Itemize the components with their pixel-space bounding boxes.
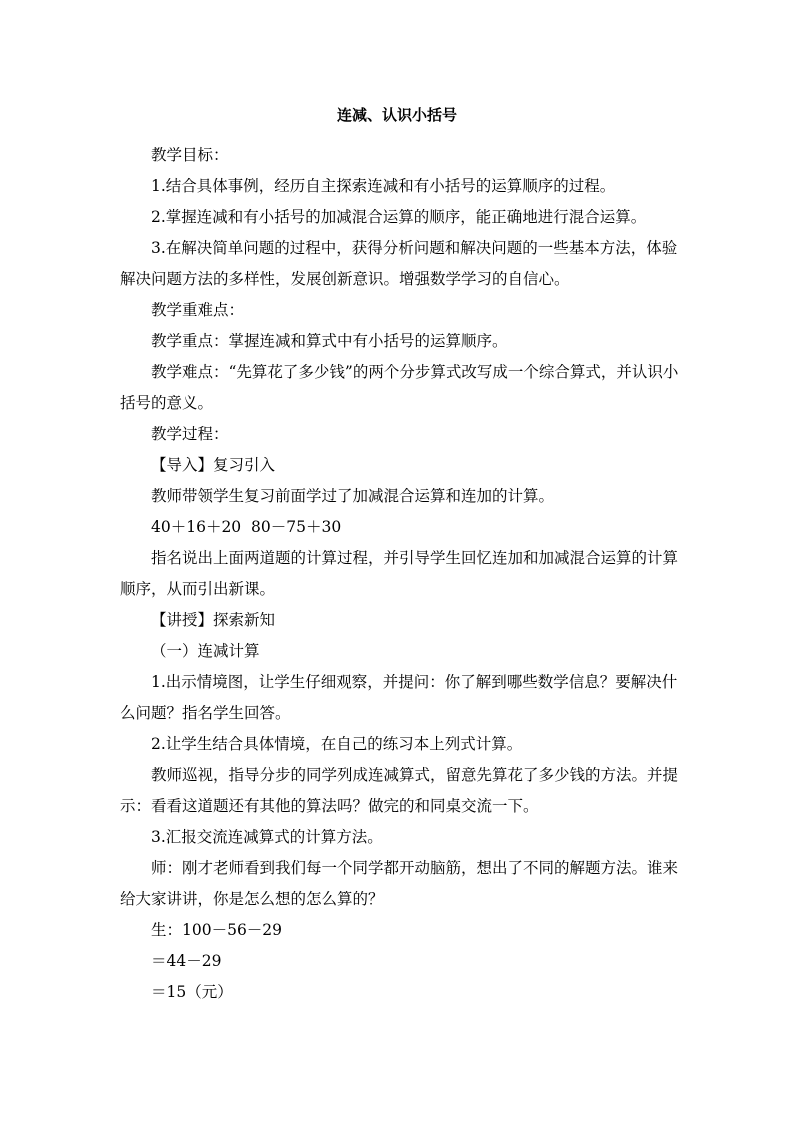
objective-1: 1.结合具体事例，经历自主探索连减和有小括号的运算顺序的过程。 <box>151 177 616 195</box>
key-point: 教学重点：掌握连减和算式中有小括号的运算顺序。 <box>151 332 508 350</box>
step-2: 2.让学生结合具体情境，在自己的练习本上列式计算。 <box>151 735 523 753</box>
review-expressions: 40＋16＋20 80－75＋30 <box>151 518 342 536</box>
section-heading-process: 教学过程： <box>151 425 229 443</box>
student-answer-line-3: ＝15（元） <box>151 983 233 1001</box>
teaching-heading: 【讲授】探索新知 <box>151 611 276 629</box>
teacher-guidance: 教师巡视，指导分步的同学列成连减算式，留意先算花了多少钱的方法。并提示：看看这道题还有其他的算法吗？做完的和同桌交流一下。 <box>120 766 679 815</box>
intro-heading: 【导入】复习引入 <box>151 456 276 474</box>
step-3: 3.汇报交流连减算式的计算方法。 <box>151 828 383 846</box>
step-1: 1.出示情境图，让学生仔细观察，并提问：你了解到哪些数学信息？要解决什么问题？指名学生回答。 <box>120 673 678 722</box>
section-heading-key-points: 教学重难点： <box>151 301 245 319</box>
difficult-point: 教学难点：“先算花了多少钱”的两个分步算式改写成一个综合算式，并认识小括号的意义。 <box>120 363 679 412</box>
section-heading-objectives: 教学目标： <box>151 146 229 164</box>
subsection-heading: （一）连减计算 <box>151 642 260 660</box>
objective-2: 2.掌握连减和有小括号的加减混合运算的顺序，能正确地进行混合运算。 <box>151 208 647 226</box>
document-title: 连减、认识小括号 <box>336 106 457 124</box>
teacher-question: 师：刚才老师看到我们每一个同学都开动脑筋，想出了不同的解题方法。谁来给大家讲讲，你是怎么想的怎么算的？ <box>120 859 679 908</box>
student-answer-line-2: ＝44－29 <box>151 952 222 970</box>
review-instruction: 指名说出上面两道题的计算过程，并引导学生回忆连加和加减混合运算的计算顺序，从而引出新课。 <box>120 549 679 598</box>
intro-text: 教师带领学生复习前面学过了加减混合运算和连加的计算。 <box>151 487 555 505</box>
objective-3: 3.在解决简单问题的过程中，获得分析问题和解决问题的一些基本方法，体验解决问题方法的多样性，发展创新意识。增强数学学习的自信心。 <box>120 239 678 288</box>
student-answer-line-1: 生：100－56－29 <box>151 921 283 939</box>
